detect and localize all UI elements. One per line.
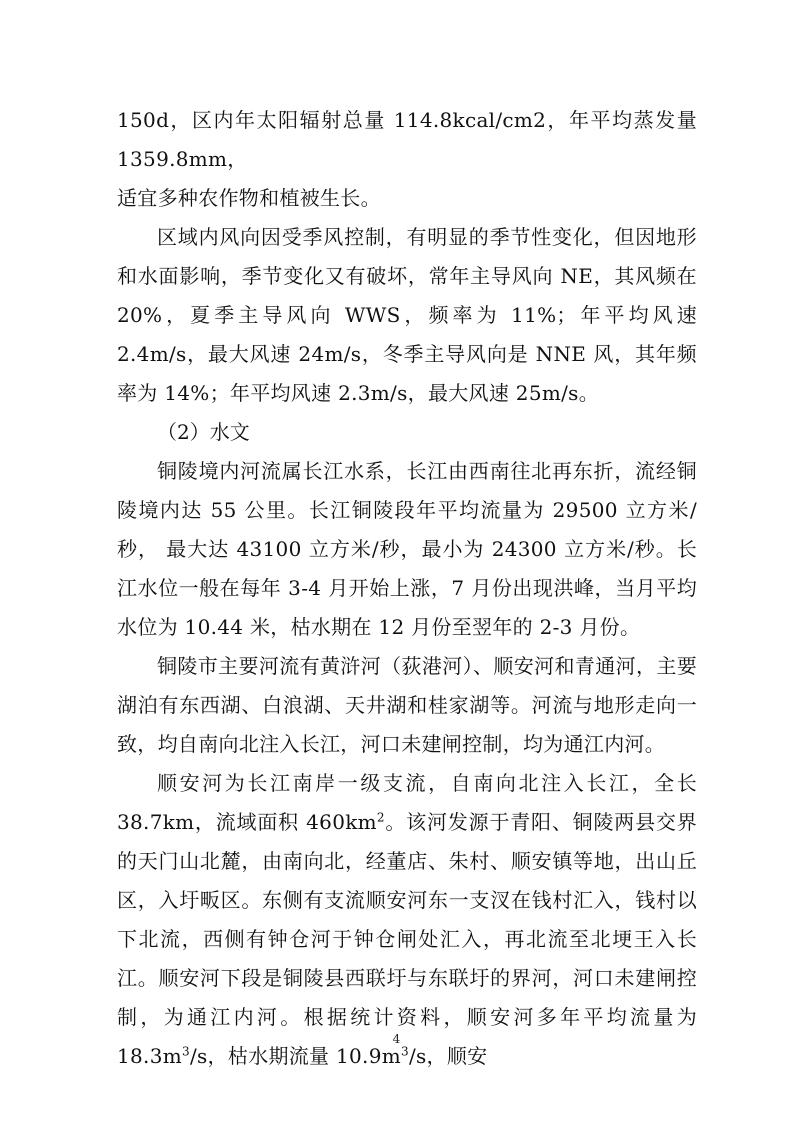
shunan-text-c: /s，枯水期流量 10.9m	[189, 1044, 401, 1068]
paragraph-yangtze-river: 铜陵境内河流属长江水系，长江由西南往北再东折，流经铜陵境内达 55 公里。长江铜陵段年平均流量为 29500 立方米/秒， 最大达 43100 立方米/秒，最小为 24300 立方米/秒。长江水位一般在每年 3-4 月开始上涨，7 月份出现洪峰，当月平均水位为 10.44 米，枯水期在 12 月份至翌年的 2-3 月份。	[117, 459, 697, 639]
superscript-flow-unit-2: 3	[401, 1044, 409, 1059]
body-text	[117, 101, 697, 1076]
superscript-area-unit: 2	[376, 810, 385, 825]
shunan-text-b: 。该河发源于青阳、铜陵两县交界的天门山北麓，由南向北，经董店、朱村、顺安镇等地，出山丘区，入圩畈区。东侧有支流顺安河东一支汊在钱村汇入，钱村以下北流，西侧有钟仓河于钟仓闸处汇入，再北流至北埂王入长江。顺安河下段是铜陵县西联圩与东联圩的界河，河口未建闸控制，为通江内河。根据统计资料，顺安河多年平均流量为 18.3m	[117, 810, 697, 1068]
paragraph-climate-line-1: 150d，区内年太阳辐射总量 114.8kcal/cm2，年平均蒸发量 1359.8mm，	[117, 108, 697, 171]
paragraph-shunan-river	[117, 764, 697, 1076]
page-number: 4	[392, 1032, 401, 1046]
section-heading-hydrology: （2）水文	[157, 420, 250, 444]
paragraph-wind: 区域内风向因受季风控制，有明显的季节性变化，但因地形和水面影响，季节变化又有破坏，常年主导风向 NE，其风频在 20%，夏季主导风向 WWS，频率为 11%；年平均风速 2.4m/s，最大风速 24m/s，冬季主导风向是 NNE 风，其年频率为 14%；年平均风速 2.3m/s，最大风速 25m/s。	[117, 225, 697, 405]
paragraph-climate-line-2: 适宜多种农作物和植被生长。	[117, 186, 381, 210]
superscript-flow-unit-1: 3	[182, 1044, 190, 1059]
shunan-text-a: 顺安河为长江南岸一级支流，自南向北注入长江，全长 38.7km，流域面积 460km	[117, 771, 697, 834]
paragraph-climate-continued	[117, 101, 697, 218]
shunan-text-d: /s，顺安	[408, 1044, 488, 1068]
paragraph-main-rivers: 铜陵市主要河流有黄浒河（荻港河）、顺安河和青通河，主要湖泊有东西湖、白浪湖、天井湖和桂家湖等。河流与地形走向一致，均自南向北注入长江，河口未建闸控制，均为通江内河。	[117, 654, 697, 756]
